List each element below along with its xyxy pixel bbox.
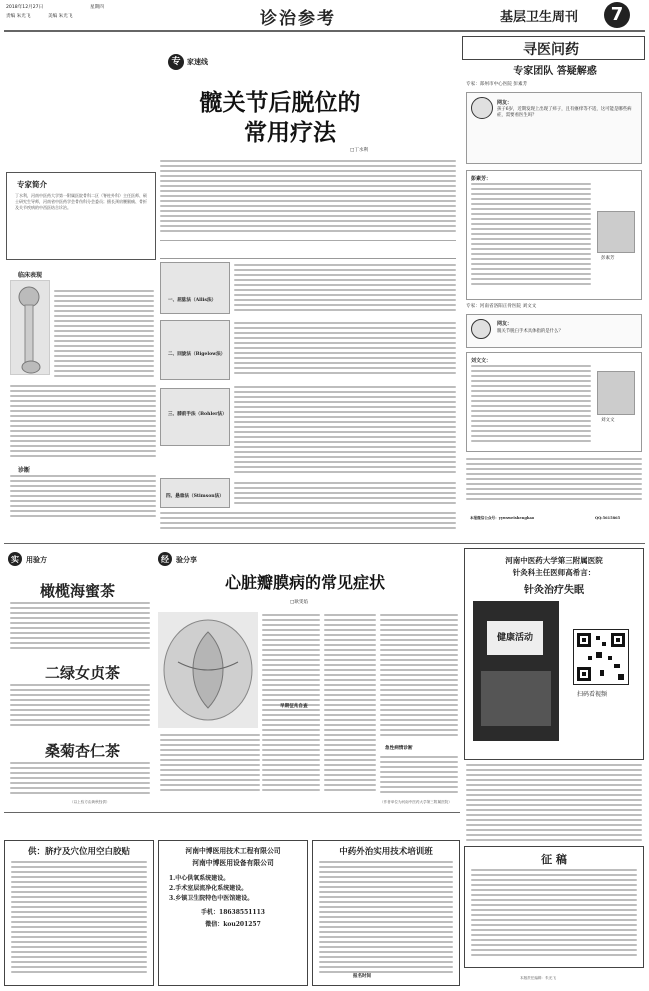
ad-patch [4, 840, 154, 986]
qa-banner [462, 36, 645, 60]
q2-label: 网友： [497, 321, 513, 327]
ad2-item1: 1.中心供氧系统建设。 [169, 875, 230, 882]
experience-column: 验分享 [176, 555, 197, 564]
diagnosis-heading: 诊断 [18, 467, 31, 474]
ad2-title2: 河南中博医用设备有限公司 [192, 859, 274, 867]
method1-figure [160, 262, 230, 314]
expert-photo-1 [597, 211, 635, 253]
qa-question-1 [466, 92, 642, 164]
a2-label: 刘文文： [471, 358, 492, 364]
method4-figure [160, 478, 230, 508]
expert-body: 丁水利，河南中医药大学第一附属医院骨科二区（脊柱外科）主任医师、硕士研究生导师，河南省中医药学会骨伤科分会委员；擅长颈肩腰腿痛、骨折及关节疾病的中西医结合诊治。 [15, 193, 147, 210]
ad2-item3: 3.乡镇卫生院特色中医馆建设。 [169, 895, 254, 902]
wechat-contact: 本报微信公众号：yywsweishenghao [470, 516, 535, 520]
issue-weekday: 星期四 [90, 5, 104, 10]
ad2-item2: 2.手术室层流净化系统建设。 [169, 885, 248, 892]
ad3-title: 中药外治实用技术培训班 [339, 847, 433, 857]
method4-name: 四、悬垂法（Stimson法） [166, 494, 224, 499]
qa-answer-1 [466, 170, 642, 300]
feature-intro-text [160, 160, 456, 238]
doctor-photo [481, 671, 551, 726]
editor-credit: 责编 朱光飞 [6, 14, 31, 19]
call-for-papers-box [464, 846, 644, 968]
expert-box [6, 172, 156, 260]
page-editor: 本版责任编辑：朱光飞 [520, 976, 556, 980]
q1-label: 网友： [497, 100, 513, 106]
method2-name: 二、回旋法（Bigelow法） [168, 352, 226, 357]
video-thumbnail[interactable] [473, 601, 559, 741]
hospital-line1: 河南中医药大学第三附属医院 [505, 556, 603, 565]
art-credit: 美编 朱光飞 [48, 14, 73, 19]
remedy-title-2: 二绿女贞茶 [45, 664, 121, 682]
qa-subtitle: 专家团队 答疑解惑 [513, 66, 597, 77]
method1-name: 一、屈肱法（Allis法） [168, 298, 217, 303]
ad2-title1: 河南中博医用技术工程有限公司 [185, 847, 281, 855]
remedy-credit: （以上验方由黄秋钰供） [70, 800, 110, 804]
ad3-note: 报名时间 [353, 974, 371, 979]
expert-name-2: 刘文文 [601, 418, 615, 423]
ad1-title: 供：脐疗及穴位用空白胶贴 [27, 847, 130, 857]
experience-badge: 经 [158, 552, 172, 566]
experience-byline: □耿雯焰 [290, 600, 309, 605]
hospital-line2: 针灸科主任医师高希言： [512, 568, 596, 577]
expert-name-1: 彭素芳 [601, 256, 615, 261]
qq-contact: QQ:5615865 [595, 516, 621, 520]
feature-badge: 专 [168, 54, 184, 70]
qr-code-icon[interactable] [573, 629, 629, 685]
remedy-badge: 实 [8, 552, 22, 566]
qa-answer-2 [466, 352, 642, 452]
hip-joint-illustration [10, 280, 50, 375]
scan-label: 扫码看视频 [577, 691, 608, 698]
experience-subhead-1: 早期征兆自查 [280, 704, 308, 709]
remedy-column: 用验方 [26, 555, 47, 564]
masthead-rule [4, 30, 645, 32]
call-title: 征 稿 [541, 853, 567, 866]
qa-expert-2: 专家：河南省洛阳正骨医院 刘文文 [466, 304, 537, 309]
remedy-title-1: 橄榄海蜜茶 [40, 582, 116, 600]
health-activity-logo: 健康活动 [487, 621, 543, 655]
qa-title: 寻医问药 [523, 42, 579, 58]
feature-column: 家速线 [187, 57, 208, 66]
page-number: 7 [604, 2, 630, 28]
experience-author-note: （作者单位为河南中医药大学第三附属医院） [380, 800, 452, 804]
ad2-wechat: 微信：kou201257 [205, 921, 261, 928]
paper-name: 基层卫生周刊 [500, 10, 579, 25]
method3-name: 三、膝前手法（Bohler法） [168, 412, 227, 417]
user-avatar-icon [471, 319, 491, 339]
hospital-line3: 针灸治疗失眠 [524, 585, 584, 596]
hospital-video-box [464, 548, 644, 760]
ad-medical-equipment [158, 840, 308, 986]
qa-question-2 [466, 314, 642, 348]
experience-subhead-2: 急性病情诊断 [385, 746, 413, 751]
q1-text: 孩子6岁，近期发现上出现了疹子，且有瘙痒等不适，这可能是哪些病症，需要看医生吗？ [497, 107, 632, 118]
ad2-phone: 手机：18638551113 [201, 909, 265, 916]
user-avatar-icon [471, 97, 493, 119]
expert-title: 专家简介 [17, 180, 47, 189]
feature-headline-line2: 常用疗法 [244, 119, 336, 146]
issue-date: 2018年12月27日 [6, 5, 44, 10]
a1-label: 彭素芳： [471, 176, 492, 182]
section-title: 诊治参考 [260, 9, 336, 29]
expert-photo-2 [597, 371, 635, 415]
heart-valve-illustration [158, 612, 258, 728]
ad-training [312, 840, 460, 986]
qa-expert-1: 专家：郑州市中心医院 彭素芳 [466, 82, 528, 87]
method2-figure [160, 320, 230, 380]
clinical-heading: 临床表现 [18, 272, 43, 279]
experience-headline: 心脏瓣膜病的常见症状 [224, 573, 385, 592]
feature-byline: □丁水利 [350, 148, 369, 153]
q2-text: 髋关节脱臼手术具体指的是什么？ [497, 329, 563, 334]
feature-headline-line1: 髋关节后脱位的 [199, 89, 361, 116]
remedy-title-3: 桑菊杏仁茶 [45, 742, 121, 760]
